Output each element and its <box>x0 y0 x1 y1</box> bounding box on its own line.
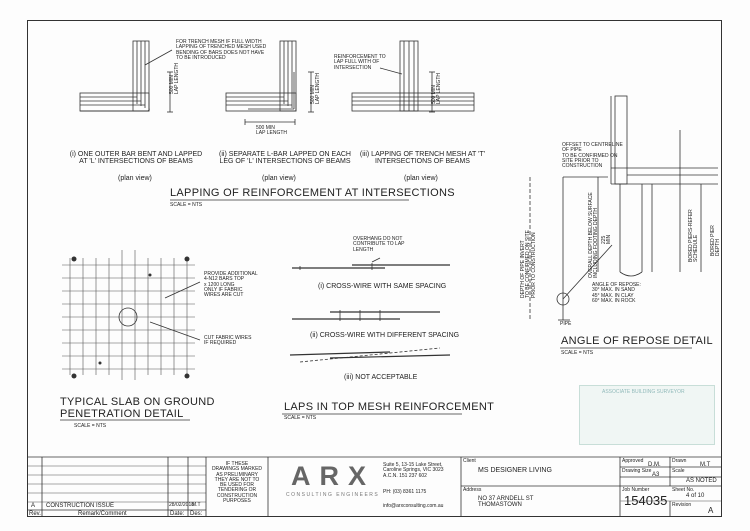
plan-view-label-1: (plan view) <box>118 175 152 182</box>
project-address: NO 37 ARNDELL ST THOMASTOWN <box>478 496 534 509</box>
revision-value: A <box>708 506 714 515</box>
drawing-size-value: A3 <box>652 472 660 478</box>
lapping-detail-title: LAPPING OF REINFORCEMENT AT INTERSECTIONS <box>170 187 455 199</box>
remark-column-label: Remark/Comment <box>78 511 127 517</box>
laps-detail-title: LAPS IN TOP MESH REINFORCEMENT <box>284 401 495 413</box>
plan-view-label-2: (plan view) <box>262 175 296 182</box>
revision-a-date: 28/02/2018 <box>169 502 195 508</box>
slab-detail-scale: SCALE = NTS <box>74 423 107 429</box>
approved-label: Approved <box>622 458 644 464</box>
revision-a-remark: CONSTRUCTION ISSUE <box>46 503 115 509</box>
note-overhang: OVERHANG DO NOT CONTRIBUTE TO LAP LENGTH <box>353 236 405 253</box>
revision-label: Revision <box>672 502 692 508</box>
job-number-value: 154035 <box>624 493 668 508</box>
sheet-number-label: Sheet No. <box>672 487 695 493</box>
client-label: Client <box>463 458 476 464</box>
repose-detail-title: ANGLE OF REPOSE DETAIL <box>561 335 713 347</box>
label-cross-wire-different: (ii) CROSS-WIRE WITH DIFFERENT SPACING <box>310 332 460 339</box>
lap-length-note-4: 500 MIN LAP LENGTH <box>431 72 443 104</box>
sheet-number-value: 4 of 10 <box>686 493 705 499</box>
note-reinforcement-lap: REINFORCEMENT TO LAP FULL WITH OF INTERSECTION <box>334 54 386 71</box>
surveyor-stamp <box>579 385 715 445</box>
client-name: MS DESIGNER LIVING <box>478 467 552 474</box>
caption-detail-i: (i) ONE OUTER BAR BENT AND LAPPED AT 'L' INTERSECTIONS OF BEAMS <box>69 151 203 166</box>
drawn-label: Drawn <box>672 458 687 464</box>
company-phone: PH: (03) 8361 1175 <box>383 489 427 495</box>
stamp-heading: ASSOCIATE BUILDING SURVEYOR <box>602 389 685 395</box>
label-not-acceptable: (iii) NOT ACCEPTABLE <box>344 374 418 381</box>
drawing-size-label: Drawing Size <box>622 468 652 474</box>
designer-column-label: Des: <box>190 511 203 517</box>
approved-value: D.M. <box>648 462 661 468</box>
label-pipe: PIPE <box>560 321 572 327</box>
laps-detail-scale: SCALE = NTS <box>284 415 317 421</box>
date-column-label: Date: <box>170 511 185 517</box>
note-offset-to-centreline: OFFSET TO CENTRELINE OF PIPE TO BE CONFIRMED ON SITE PRIOR TO CONSTRUCTION <box>562 142 623 169</box>
slab-note-cut-wires: CUT FABRIC WIRES IF REQUIRED <box>204 335 252 347</box>
caption-detail-iii: (iii) LAPPING OF TRENCH MESH AT 'T' INTERSECTIONS OF BEAMS <box>359 151 486 166</box>
scale-label: Scale <box>672 468 685 474</box>
dimension-225-min: 225 MIN <box>601 234 613 244</box>
caption-detail-ii: (ii) SEPARATE L-BAR LAPPED ON EACH LEG OF 'L' INTERSECTIONS OF BEAMS <box>219 151 351 166</box>
lap-length-note-3: 500 MIN LAP LENGTH <box>256 125 288 137</box>
lap-length-note-1: 500 MIN LAP LENGTH <box>169 62 181 94</box>
address-label: Address <box>463 487 482 493</box>
company-logo-subtitle: CONSULTING ENGINEERS <box>286 492 380 498</box>
note-angle-of-repose: ANGLE OF REPOSE: 30° MAX. IN SAND 45° MAX. IN CLAY 60° MAX. IN ROCK <box>592 282 641 304</box>
note-bored-pier-depth: BORED PIER DEPTH <box>710 225 722 256</box>
company-address: Suite 5, 13-15 Lake Street, Caroline Springs, VIC 3023 A.C.N. 151 237 602 <box>383 462 444 479</box>
repose-detail-scale: SCALE = NTS <box>561 350 594 356</box>
revision-a-designer: M.T <box>192 502 201 508</box>
drawn-value: M.T <box>700 462 711 468</box>
preliminary-disclaimer: IF THESE DRAWINGS MARKED AS PRELIMINARY THEY ARE NOT TO BE USED FOR TENDERING OR CONSTRUCTION PURPOSES <box>211 461 263 504</box>
note-depth-of-pipe-invert: DEPTH OF PIPE INVERT TO BE CONFIRMED ON SITE PRIOR TO CONSTRUCTION <box>520 230 537 298</box>
lap-length-note-2: 500 MIN LAP LENGTH <box>310 72 322 104</box>
company-email: info@arxconsulting.com.au <box>383 503 444 509</box>
note-trench-mesh: FOR TRENCH MESH IF FULL WIDTH LAPPING OF TRENCHED MESH USED BENDING OF BARS DOES NOT HAVE TO BE INTRODUCED <box>176 39 267 61</box>
plan-view-label-3: (plan view) <box>404 175 438 182</box>
company-logo: ARX <box>291 461 376 491</box>
slab-note-additional-bars: PROVIDE ADDITIONAL 4-N12 BARS TOP x 1200 LONG ONLY IF FABRIC WIRES ARE CUT <box>204 271 258 298</box>
note-overall-depth: OVERALL DEPTH BELOW SURFACE INCLUDING FOOTING DEPTH <box>588 192 600 278</box>
revision-a: A <box>31 503 36 509</box>
slab-detail-title: TYPICAL SLAB ON GROUND PENETRATION DETAIL <box>60 396 215 420</box>
note-bored-piers-schedule: BORED PIERS-REFER SCHEDULE <box>688 209 700 262</box>
job-number-label: Job Number <box>622 487 650 493</box>
rev-column-label: Rev. <box>29 511 41 517</box>
scale-value: AS NOTED <box>686 478 717 484</box>
lapping-detail-scale: SCALE = NTS <box>170 202 203 208</box>
label-cross-wire-same: (i) CROSS-WIRE WITH SAME SPACING <box>318 283 447 290</box>
